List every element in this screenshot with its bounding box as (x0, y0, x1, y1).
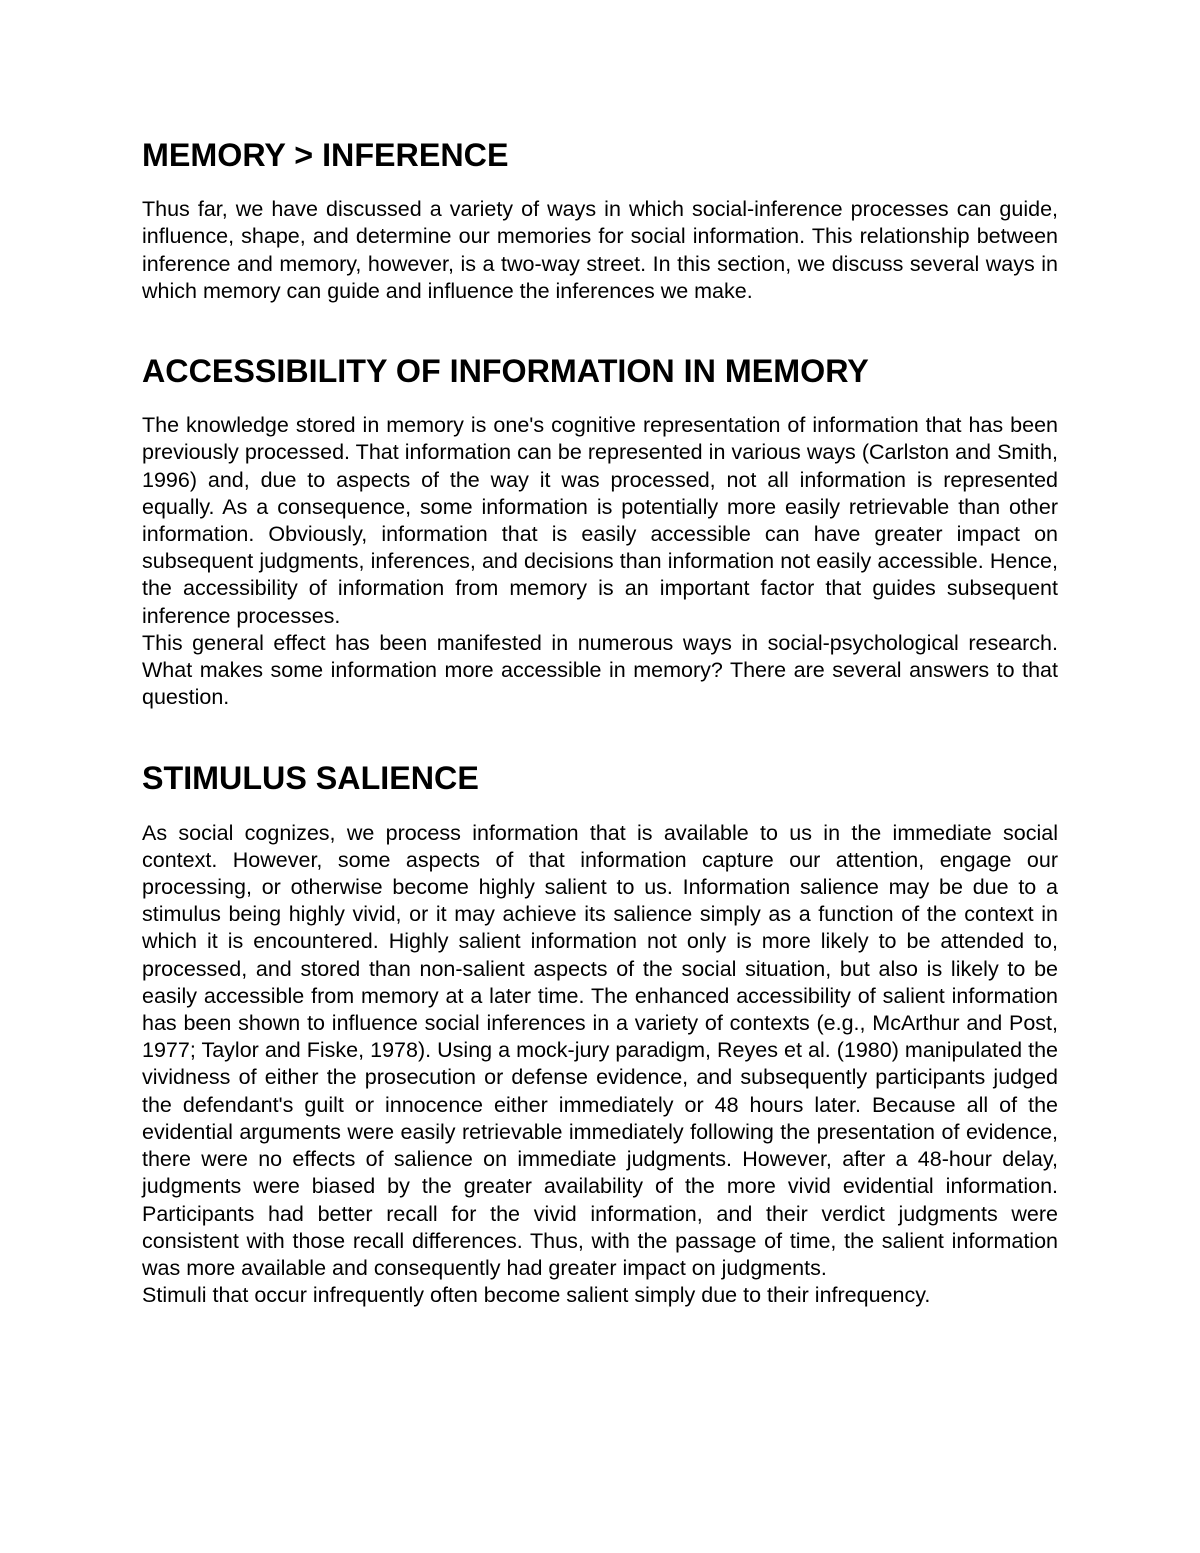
paragraph-accessibility-1: The knowledge stored in memory is one's cognitive representation of information that has been previously processed. That information can be represented in various ways (Carlston and Smith, 1996) and, due to aspects of the way it was processed, not all information is represented equally. As a consequence, some information is potentially more easily retrievable than other information. Obviously, information that is easily accessible can have greater impact on subsequent judgments, inferences, and decisions than information not easily accessible. Hence, the accessibility of information from memory is an important factor that guides subsequent inference processes. (142, 413, 1058, 628)
spacer (142, 711, 1058, 765)
section-heading-accessibility: ACCESSIBILITY OF INFORMATION IN MEMORY (142, 353, 869, 390)
spacer (142, 169, 1058, 196)
spacer (142, 385, 1058, 412)
section-heading-memory-inference: MEMORY > INFERENCE (142, 137, 509, 173)
document-page (142, 137, 1058, 1309)
paragraph-salience-2: Stimuli that occur infrequently often become salient simply due to their infrequency. (142, 1283, 931, 1308)
spacer (142, 305, 1058, 358)
paragraph-salience-1: As social cognizes, we process information that is available to us in the immediate social context. However, some aspects of that information capture our attention, engage our processing, or otherwise become highly salient to us. Information salience may be due to a stimulus being highly vivid, or it may achieve its salience simply as a function of the context in which it is encountered. Highly salient information not only is more likely to be attended to, processed, and stored than non-salient aspects of the social situation, but also is likely to be easily accessible from memory at a later time. The enhanced accessibility of salient information has been shown to influence social inferences in a variety of contexts (e.g., McArthur and Post, 1977; Taylor and Fiske, 1978). Using a mock-jury paradigm, Reyes et al. (1980) manipulated the vividness of either the prosecution or defense evidence, and subsequently participants judged the defendant's guilt or innocence either immediately or 48 hours later. Because all of the evidential arguments were easily retrievable immediately following the presentation of evidence, there were no effects of salience on immediate judgments. However, after a 48-hour delay, judgments were biased by the greater availability of the more vivid evidential information. Participants had better recall for the vivid information, and their verdict judgments were consistent with those recall differences. Thus, with the passage of time, the salient information was more available and consequently had greater impact on judgments. (142, 820, 1058, 1280)
paragraph-intro: Thus far, we have discussed a variety of ways in which social-inference processes can guide, influence, shape, and determine our memories for social information. This relationship between inference and memory, however, is a two-way street. In this section, we discuss several ways in which memory can guide and influence the inferences we make. (142, 197, 1058, 303)
paragraph-accessibility-2: This general effect has been manifested in numerous ways in social-psychological research. What makes some information more accessible in memory? There are several answers to that question. (142, 630, 1058, 710)
section-heading-stimulus-salience: STIMULUS SALIENCE (142, 760, 479, 797)
spacer (142, 793, 1058, 820)
